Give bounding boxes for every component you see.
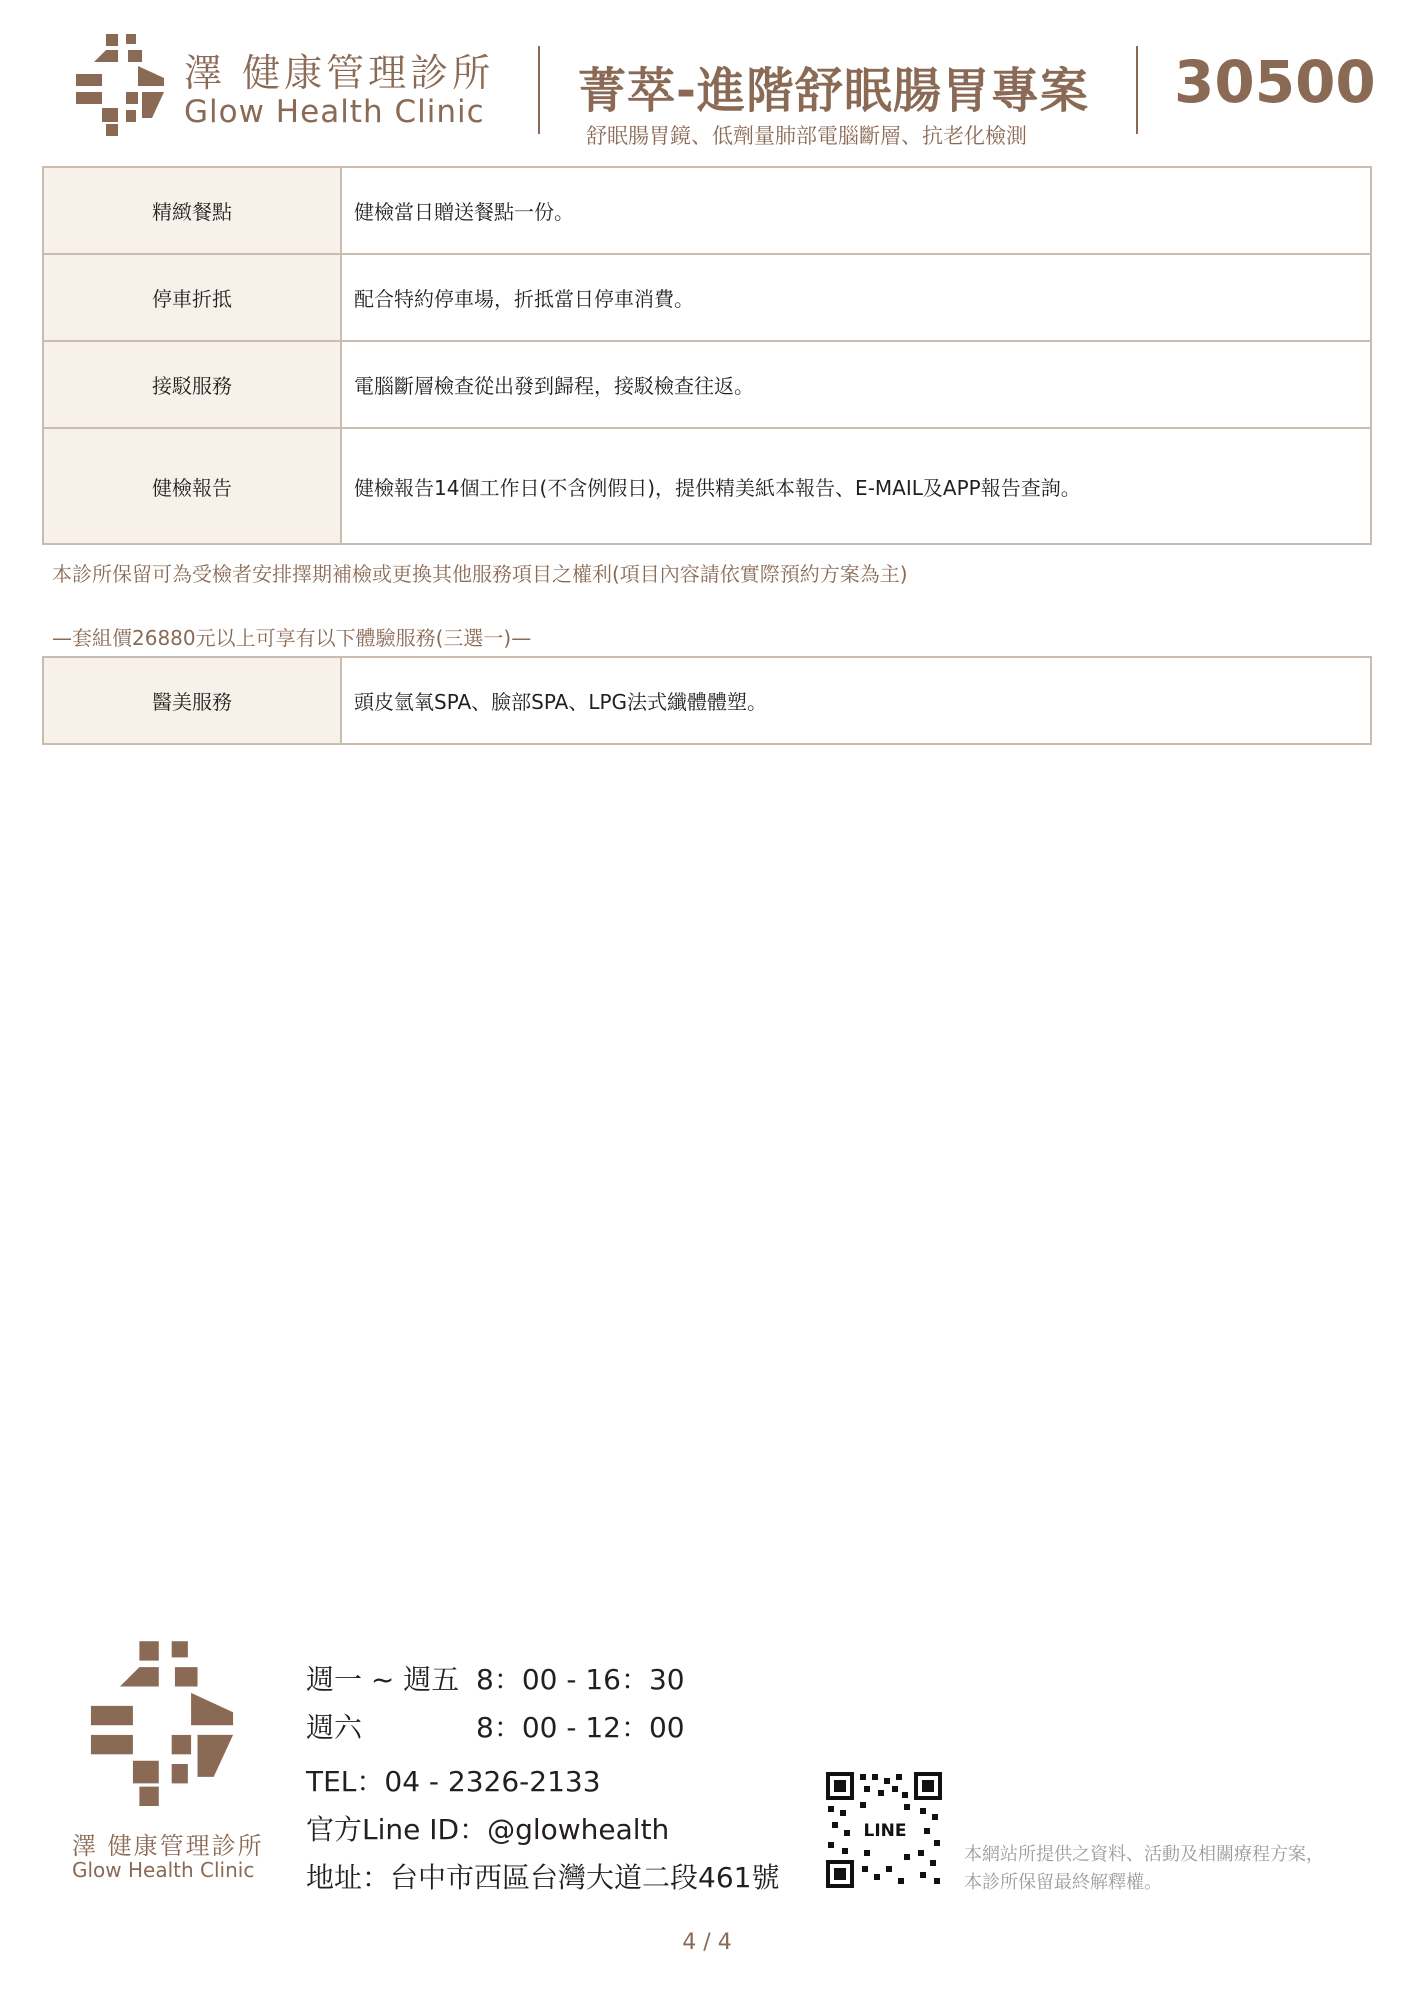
footer-brand-en: Glow Health Clinic xyxy=(72,1858,255,1882)
disclaimer-line-2: 本診所保留最終解釋權。 xyxy=(964,1872,1162,1893)
hours-weekday-time: 8：00 - 16：30 xyxy=(476,1663,685,1696)
plan-subtitle: 舒眠腸胃鏡、低劑量肺部電腦斷層、抗老化檢測 xyxy=(586,124,1027,148)
services-table xyxy=(42,166,1372,545)
service-label: 精緻餐點 xyxy=(43,167,341,254)
qr-line-label: LINE xyxy=(863,1821,907,1841)
phone-number: TEL：04 - 2326-2133 xyxy=(306,1765,601,1798)
service-desc: 健檢報告14個工作日(不含例假日)，提供精美紙本報告、E-MAIL及APP報告查詢。 xyxy=(341,428,1371,544)
footer-brand-zh: 澤 健康管理診所 xyxy=(72,1832,264,1860)
service-desc: 健檢當日贈送餐點一份。 xyxy=(341,167,1371,254)
service-label: 接駁服務 xyxy=(43,341,341,428)
hours-saturday-time: 8：00 - 12：00 xyxy=(476,1711,685,1744)
brand-name-en: Glow Health Clinic xyxy=(184,94,485,130)
header-divider xyxy=(538,46,540,134)
hours-weekday-label: 週一 ~ 週五 xyxy=(306,1663,460,1696)
line-id: 官方Line ID：@glowhealth xyxy=(306,1813,670,1846)
service-label: 健檢報告 xyxy=(43,428,341,544)
page-number: 4 / 4 xyxy=(682,1930,732,1955)
line-qr-code-icon xyxy=(824,1770,944,1890)
clinic-address: 地址：台中市西區台灣大道二段461號 xyxy=(306,1861,780,1894)
clinic-logo-icon xyxy=(72,32,168,136)
service-desc: 頭皮氫氧SPA、臉部SPA、LPG法式纖體體塑。 xyxy=(341,657,1371,744)
table-row xyxy=(43,341,1371,428)
page-header xyxy=(0,0,1414,160)
service-label: 停車折抵 xyxy=(43,254,341,341)
table-row xyxy=(43,657,1371,744)
plan-price: 30500 xyxy=(1174,48,1376,116)
plan-title: 菁萃-進階舒眠腸胃專案 xyxy=(578,63,1089,119)
table-row xyxy=(43,254,1371,341)
service-label: 醫美服務 xyxy=(43,657,341,744)
bonus-note: —套組價26880元以上可享有以下體驗服務(三選一)— xyxy=(52,626,532,650)
bonus-services-table xyxy=(42,656,1372,745)
service-desc: 配合特約停車場，折抵當日停車消費。 xyxy=(341,254,1371,341)
hours-saturday-label: 週六 xyxy=(306,1711,363,1744)
brand-name-zh: 澤 健康管理診所 xyxy=(184,51,495,95)
service-desc: 電腦斷層檢查從出發到歸程，接駁檢查往返。 xyxy=(341,341,1371,428)
header-divider xyxy=(1136,46,1138,134)
footer-logo-icon xyxy=(82,1638,242,1806)
table-row xyxy=(43,428,1371,544)
table-row xyxy=(43,167,1371,254)
rights-note: 本診所保留可為受檢者安排擇期補檢或更換其他服務項目之權利(項目內容請依實際預約方案為主) xyxy=(52,562,908,586)
disclaimer-line-1: 本網站所提供之資料、活動及相關療程方案， xyxy=(964,1844,1324,1865)
